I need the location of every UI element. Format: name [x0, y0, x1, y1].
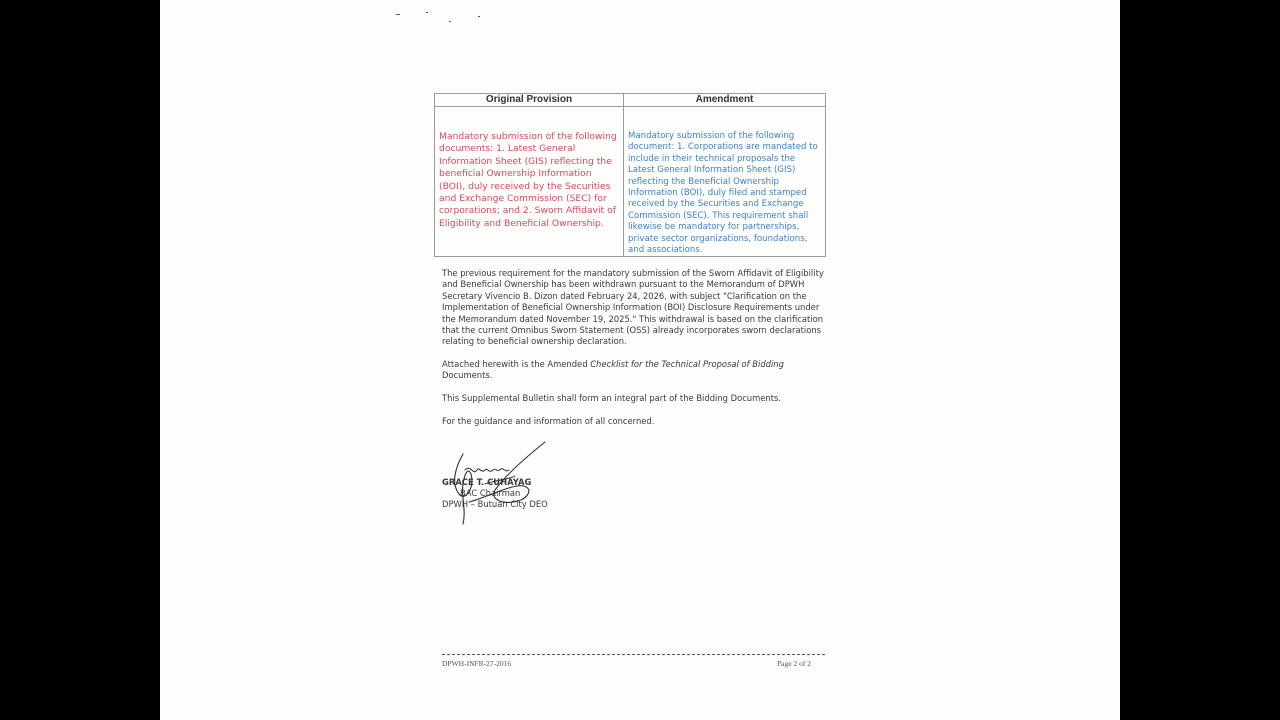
original-provision-header: Original Provision: [435, 94, 624, 107]
scan-speck: [449, 21, 451, 22]
footer-page-number: Page 2 of 2: [777, 659, 811, 668]
attachment-paragraph: [442, 359, 826, 382]
footer-form-code: DPWH-INFR-27-2016: [442, 659, 512, 668]
signatory-title: BAC Chairman: [460, 488, 521, 498]
table-header-row: [435, 94, 826, 107]
footer-rule: [442, 654, 825, 655]
amendment-header: Amendment: [624, 94, 826, 107]
document-page: [160, 0, 1120, 720]
attachment-lead-text: Attached herewith is the Amended: [442, 359, 591, 369]
handwritten-signature: [445, 440, 555, 525]
scan-speck: [396, 14, 400, 15]
provision-comparison-table: [434, 93, 826, 257]
signatory-name: GRACE T. CUHAYAG: [442, 477, 532, 487]
guidance-paragraph: For the guidance and information of all concerned.: [442, 416, 655, 426]
table-row: [435, 107, 826, 257]
integral-part-paragraph: This Supplemental Bulletin shall form an integral part of the Bidding Documents.: [442, 393, 782, 403]
checklist-title: Checklist for the Technical Proposal of Bidding: [590, 359, 784, 369]
amendment-cell: Mandatory submission of the following document: 1. Corporations are mandated to include in their technical proposals the Latest General Information Sheet (GIS) reflecting the Beneficial Ownership Information (BOI), duly filed and stamped received by the Securities and Exchange Commission (SEC). This requirement shall likewise be mandatory for partnerships, private sector organizations, foundations, and associations.: [624, 107, 826, 257]
attachment-tail-text: Documents.: [442, 370, 493, 381]
signatory-office: DPWH – Butuan City DEO: [442, 499, 548, 509]
withdrawal-paragraph: The previous requirement for the mandatory submission of the Sworn Affidavit of Eligibility and Beneficial Ownership has been withdrawn pursuant to the Memorandum of DPWH Secretary Vivencio B. Dizon dated February 24, 2026, with subject "Clarification on the Implementation of Beneficial Ownership Information (BOI) Disclosure Requirements under the Memorandum dated November 19, 2025." This withdrawal is based on the clarification that the current Omnibus Sworn Statement (OSS) already incorporates sworn declarations relating to beneficial ownership declaration.: [442, 268, 824, 347]
original-provision-cell: Mandatory submission of the following documents: 1. Latest General Information Sheet (GIS) reflecting the beneficial Ownership Information (BOI), duly received by the Securities and Exchange Commission (SEC) for corporations; and 2. Sworn Affidavit of Eligibility and Beneficial Ownership.: [435, 107, 624, 257]
scan-speck: [478, 16, 480, 17]
scan-speck: [426, 12, 428, 13]
